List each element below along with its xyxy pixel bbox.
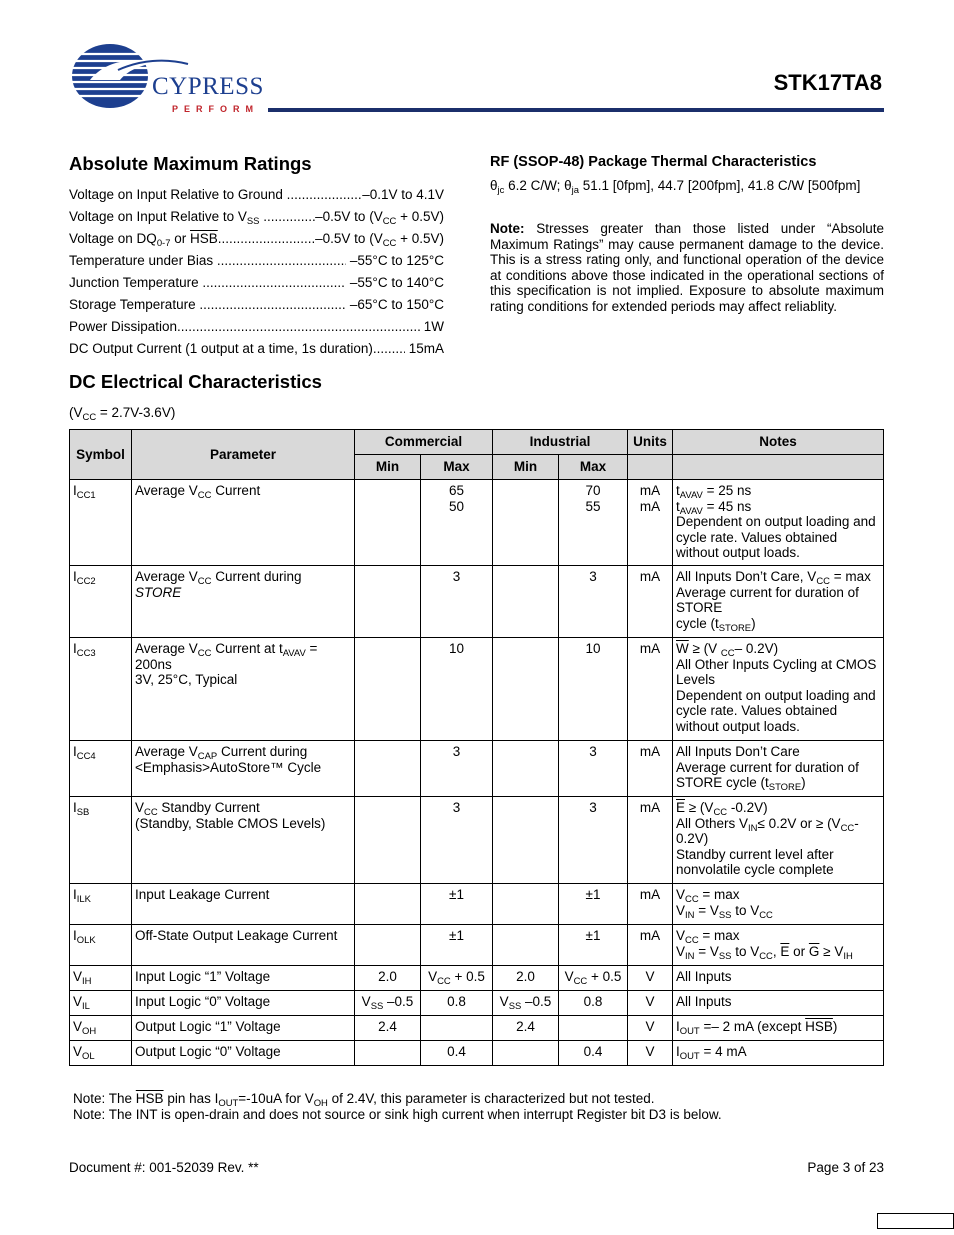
cell-industrial-max: 3: [559, 566, 628, 638]
cell-units: V: [628, 991, 673, 1016]
table-row: [70, 991, 884, 1016]
dc-heading: DC Electrical Characteristics: [69, 371, 322, 392]
cell-commercial-min: [355, 566, 421, 638]
cell-commercial-max: 3: [421, 741, 493, 797]
cell-commercial-max: $V_{CC} + 0.5$: [421, 966, 493, 991]
cell-commercial-max: 3: [421, 566, 493, 638]
cell-symbol: $I_{CC2}$: [70, 566, 132, 638]
table-footnotes: [73, 1091, 722, 1123]
cell-commercial-max: [421, 1016, 493, 1041]
cell-notes: $\overline{W} \ge (V$ $_{CC}$– 0.2V) All Other Inputs Cycling at CMOS Levels Dependent on output loading and cycle rate. Values obtained without output loads.: [673, 638, 884, 741]
cell-notes: All Inputs Don’t Care, $V_{CC} = \max$ Average current for duration of STORE cycle $(t_{STORE})$: [673, 566, 884, 638]
cell-parameter: Average $V_{CC}$ Current during STORE: [132, 566, 355, 638]
cell-industrial-max: 0.8: [559, 991, 628, 1016]
feedback-box: [877, 1213, 954, 1229]
table-row: [70, 884, 884, 925]
cell-industrial-min: [493, 480, 559, 566]
cell-industrial-max: 3: [559, 741, 628, 797]
cell-industrial-max: [559, 1016, 628, 1041]
cell-symbol: $I_{SB}$: [70, 797, 132, 884]
cell-industrial-max: $V_{CC} + 0.5$: [559, 966, 628, 991]
cell-symbol: $I_{CC3}$: [70, 638, 132, 741]
col-header-max: Max: [559, 455, 628, 480]
cell-symbol: $I_{CC4}$: [70, 741, 132, 797]
dc-condition: $(V_{CC} = 2.7V-3.6V)$: [69, 405, 176, 423]
list-item: Storage Temperature ..... –65°C to 150°C: [69, 294, 444, 316]
cell-commercial-max: ±1: [421, 925, 493, 966]
cell-parameter: Average $V_{CC}$ Current: [132, 480, 355, 566]
list-item: Voltage on Input Relative to Ground ..... –0.1V to 4.1V: [69, 184, 444, 206]
cell-industrial-min: $V_{SS}$ –0.5: [493, 991, 559, 1016]
cell-parameter: Input Leakage Current: [132, 884, 355, 925]
cell-symbol: $V_{OH}$: [70, 1016, 132, 1041]
cell-commercial-max: ±1: [421, 884, 493, 925]
cell-parameter: Input Logic “1” Voltage: [132, 966, 355, 991]
cell-parameter: Average $V_{CAP}$ Current during <Emphasis>AutoStore™ Cycle: [132, 741, 355, 797]
col-header-units: Units: [628, 430, 673, 455]
cell-notes: $t_{AVAV} = 25$ ns $t_{AVAV} = 45$ ns Dependent on output loading and cycle rate. Values obtained without output loads.: [673, 480, 884, 566]
cell-commercial-min: [355, 1041, 421, 1066]
amr-list: [69, 184, 444, 360]
cell-commercial-max: 0.8: [421, 991, 493, 1016]
col-header-commercial: Commercial: [355, 430, 493, 455]
cell-units: mA: [628, 741, 673, 797]
cell-commercial-max: 10: [421, 638, 493, 741]
list-item: Junction Temperature ..... –55°C to 140°C: [69, 272, 444, 294]
cell-commercial-min: 2.0: [355, 966, 421, 991]
cell-units: mA: [628, 797, 673, 884]
cell-symbol: $V_{IH}$: [70, 966, 132, 991]
footnote-int: Note: The INT is open-drain and does not source or sink high current when interrupt Register bit D3 is below.: [73, 1107, 722, 1122]
cell-notes: $V_{CC} = \max$ $V_{IN} = V_{SS}$ to $V_{CC}$: [673, 884, 884, 925]
cell-industrial-min: [493, 741, 559, 797]
cell-commercial-min: [355, 480, 421, 566]
table-row: [70, 1016, 884, 1041]
cell-industrial-min: [493, 1041, 559, 1066]
col-header-min: Min: [493, 455, 559, 480]
table-row: [70, 480, 884, 566]
cell-industrial-max: 70 55: [559, 480, 628, 566]
cell-commercial-max: 65 50: [421, 480, 493, 566]
cell-units: mA: [628, 884, 673, 925]
cell-symbol: $V_{IL}$: [70, 991, 132, 1016]
cell-units: mA: [628, 638, 673, 741]
cell-industrial-max: ±1: [559, 925, 628, 966]
footnote-hsb: Note: The $\overline{HSB}$ pin has $I_{OUT}=-10uA$ for $V_{OH}$ of 2.4V, this parameter is characterized but not tested.: [73, 1091, 655, 1109]
col-header-notes: Notes: [673, 430, 884, 455]
cell-parameter: Off-State Output Leakage Current: [132, 925, 355, 966]
cell-commercial-min: [355, 797, 421, 884]
cell-units: V: [628, 1016, 673, 1041]
cell-parameter: Input Logic “0” Voltage: [132, 991, 355, 1016]
cell-commercial-max: 0.4: [421, 1041, 493, 1066]
list-item: Voltage on Input Relative to $V_{SS}$ ..... –0.5V to $(V_{CC} + 0.5V)$: [69, 206, 444, 228]
table-row: [70, 741, 884, 797]
cell-commercial-min: [355, 925, 421, 966]
list-item: Power Dissipation ..... 1W: [69, 316, 444, 338]
table-row: [70, 925, 884, 966]
cell-commercial-min: [355, 638, 421, 741]
col-header-symbol: Symbol: [70, 430, 132, 480]
table-row: [70, 566, 884, 638]
list-item: DC Output Current (1 output at a time, 1s duration) ..... 15mA: [69, 338, 444, 360]
cell-notes: $I_{OUT} = 4$ mA: [673, 1041, 884, 1066]
cell-units: mA: [628, 925, 673, 966]
cell-industrial-max: 10: [559, 638, 628, 741]
cell-notes: All Inputs Don’t Care Average current for duration of STORE cycle $(t_{STORE})$: [673, 741, 884, 797]
cell-units: V: [628, 966, 673, 991]
cell-industrial-min: [493, 797, 559, 884]
rf-thermal-values: $\theta_{jc}$ 6.2 C/W; $\theta_{ja}$ 51.1 [0fpm], 44.7 [200fpm], 41.8 C/W [500fpm]: [490, 178, 861, 196]
cell-parameter: Output Logic “0” Voltage: [132, 1041, 355, 1066]
table-row: [70, 1041, 884, 1066]
cell-notes: $V_{CC} = \max$ $V_{IN} = V_{SS}$ to $V_{CC}$, $\overline{E}$ or $\overline{G} \ge V_{IH}$: [673, 925, 884, 966]
col-header-max: Max: [421, 455, 493, 480]
cell-industrial-min: [493, 925, 559, 966]
cell-industrial-max: ±1: [559, 884, 628, 925]
cell-commercial-min: [355, 741, 421, 797]
cell-commercial-max: 3: [421, 797, 493, 884]
cell-notes: All Inputs: [673, 991, 884, 1016]
col-header-min: Min: [355, 455, 421, 480]
table-row: [70, 966, 884, 991]
cell-industrial-min: [493, 638, 559, 741]
list-item: Temperature under Bias ..... –55°C to 125°C: [69, 250, 444, 272]
cell-symbol: $I_{CC1}$: [70, 480, 132, 566]
cell-parameter: $V_{CC}$ Standby Current (Standby, Stable CMOS Levels): [132, 797, 355, 884]
rf-heading: RF (SSOP-48) Package Thermal Characteristics: [490, 154, 817, 170]
amr-heading: Absolute Maximum Ratings: [69, 153, 312, 174]
cell-industrial-min: [493, 884, 559, 925]
cell-industrial-min: 2.4: [493, 1016, 559, 1041]
cell-industrial-min: 2.0: [493, 966, 559, 991]
cell-symbol: $I_{ILK}$: [70, 884, 132, 925]
logo-wordmark: CYPRESS: [152, 73, 264, 100]
cell-industrial-max: 0.4: [559, 1041, 628, 1066]
cell-units: mA mA: [628, 480, 673, 566]
col-header-industrial: Industrial: [493, 430, 628, 455]
dc-characteristics-table: [69, 429, 884, 1066]
cell-notes: $\overline{E} \ge (V_{CC}$ -0.2V) All Others $V_{IN}\le 0.2V$ or ≥ $(V_{CC}-0.2V)$ Standby current level after nonvolatile cycle complete: [673, 797, 884, 884]
table-row: [70, 797, 884, 884]
col-header-blank: [628, 455, 673, 480]
cell-parameter: Output Logic “1” Voltage: [132, 1016, 355, 1041]
table-row: [70, 638, 884, 741]
cell-units: V: [628, 1041, 673, 1066]
cell-commercial-min: $V_{SS}$ –0.5: [355, 991, 421, 1016]
cell-symbol: $V_{OL}$: [70, 1041, 132, 1066]
col-header-blank: [673, 455, 884, 480]
document-title: STK17TA8: [773, 70, 882, 95]
cell-units: mA: [628, 566, 673, 638]
cell-notes: $I_{OUT} =- 2$ mA (except $\overline{HSB}$): [673, 1016, 884, 1041]
cell-industrial-min: [493, 566, 559, 638]
logo-tagline: PERFORM: [172, 104, 259, 114]
stress-note: Note: Stresses greater than those listed under “Absolute Maximum Ratings” may cause permanent damage to the device. This is a stress rating only, and functional operation of the device at conditions above those indicated in the operational sections of this specification is not implied. Exposure to absolute maximum rating conditions for extended periods may affect reliablity.: [490, 221, 884, 314]
cell-industrial-max: 3: [559, 797, 628, 884]
col-header-parameter: Parameter: [132, 430, 355, 480]
cell-commercial-min: 2.4: [355, 1016, 421, 1041]
cell-notes: All Inputs: [673, 966, 884, 991]
page-number: Page 3 of 23: [807, 1160, 884, 1175]
cell-parameter: Average $V_{CC}$ Current at $t_{AVAV} = 200ns$ 3V, 25°C, Typical: [132, 638, 355, 741]
cell-symbol: $I_{OLK}$: [70, 925, 132, 966]
header-rule: [268, 108, 884, 112]
cell-commercial-min: [355, 884, 421, 925]
document-number: Document #: 001-52039 Rev. **: [69, 1160, 259, 1175]
list-item: Voltage on $DQ_{0-7}$ or $\overline{HSB}$ ..... –0.5V to $(V_{CC} + 0.5V)$: [69, 228, 444, 250]
